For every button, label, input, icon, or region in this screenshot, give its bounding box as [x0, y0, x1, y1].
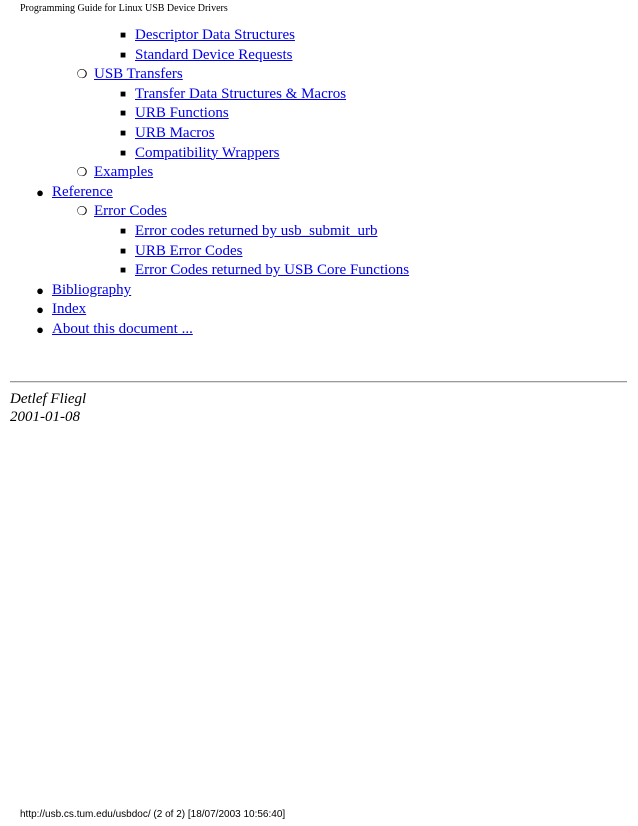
square-bullet-icon: ■ — [119, 88, 127, 100]
square-bullet-icon: ■ — [119, 108, 127, 120]
toc-item — [0, 320, 638, 340]
toc-link-error-codes-usb-core[interactable]: Error Codes returned by USB Core Functions — [135, 262, 410, 279]
toc-link-usb-transfers[interactable]: USB Transfers — [94, 66, 183, 83]
toc-link-urb-macros[interactable]: URB Macros — [135, 124, 215, 141]
toc-link-examples[interactable]: Examples — [94, 164, 154, 181]
square-bullet-icon: ■ — [119, 265, 127, 277]
toc-link-descriptor-data-structures[interactable]: Descriptor Data Structures — [135, 27, 295, 43]
author-name: Detlef Fliegl — [10, 391, 87, 407]
square-bullet-icon: ■ — [119, 225, 127, 237]
toc-link-bibliography[interactable]: Bibliography — [52, 281, 132, 298]
circle-bullet-icon: ❍ — [76, 165, 88, 180]
circle-bullet-icon: ❍ — [76, 204, 88, 219]
toc-link-urb-error-codes[interactable]: URB Error Codes — [135, 242, 243, 259]
toc-item — [0, 144, 638, 164]
toc-item — [0, 222, 638, 242]
square-bullet-icon: ■ — [119, 30, 127, 41]
toc-item — [0, 242, 638, 262]
square-bullet-icon: ■ — [119, 127, 127, 139]
toc-link-index[interactable]: Index — [52, 301, 87, 318]
toc-link-error-codes[interactable]: Error Codes — [94, 203, 167, 220]
circle-bullet-icon: ❍ — [76, 67, 88, 82]
toc-link-standard-device-requests[interactable]: Standard Device Requests — [135, 46, 293, 63]
toc-link-about-this-document[interactable]: About this document ... — [52, 320, 193, 337]
square-bullet-icon: ■ — [119, 245, 127, 257]
toc-item — [0, 124, 638, 144]
toc-item — [0, 104, 638, 124]
document-date: 2001-01-08 — [10, 409, 80, 425]
toc-item — [0, 183, 638, 203]
toc-link-compatibility-wrappers[interactable]: Compatibility Wrappers — [135, 144, 280, 161]
table-of-contents — [0, 26, 638, 340]
toc-item — [0, 85, 638, 105]
page-header-title: Programming Guide for Linux USB Device Drivers — [20, 3, 228, 14]
toc-item — [0, 281, 638, 301]
horizontal-rule — [10, 381, 627, 383]
toc-item — [0, 300, 638, 320]
square-bullet-icon: ■ — [119, 147, 127, 159]
toc-link-urb-functions[interactable]: URB Functions — [135, 105, 229, 122]
page-footer-url: http://usb.cs.tum.edu/usbdoc/ (2 of 2) [18/07/2003 10:56:40] — [20, 809, 286, 820]
toc-item — [0, 26, 638, 46]
disc-bullet-icon: ● — [36, 184, 44, 200]
toc-item — [0, 202, 638, 222]
toc-link-reference[interactable]: Reference — [52, 183, 113, 200]
square-bullet-icon: ■ — [119, 49, 127, 61]
toc-item — [0, 65, 638, 85]
toc-item — [0, 261, 638, 281]
disc-bullet-icon: ● — [36, 302, 44, 318]
toc-link-transfer-data-structures[interactable]: Transfer Data Structures & Macros — [135, 85, 347, 102]
disc-bullet-icon: ● — [36, 321, 44, 337]
disc-bullet-icon: ● — [36, 282, 44, 298]
author-address — [10, 390, 86, 426]
toc-item — [0, 46, 638, 66]
toc-link-error-codes-usb-submit-urb[interactable]: Error codes returned by usb_submit_urb — [135, 222, 378, 239]
toc-item — [0, 163, 638, 183]
